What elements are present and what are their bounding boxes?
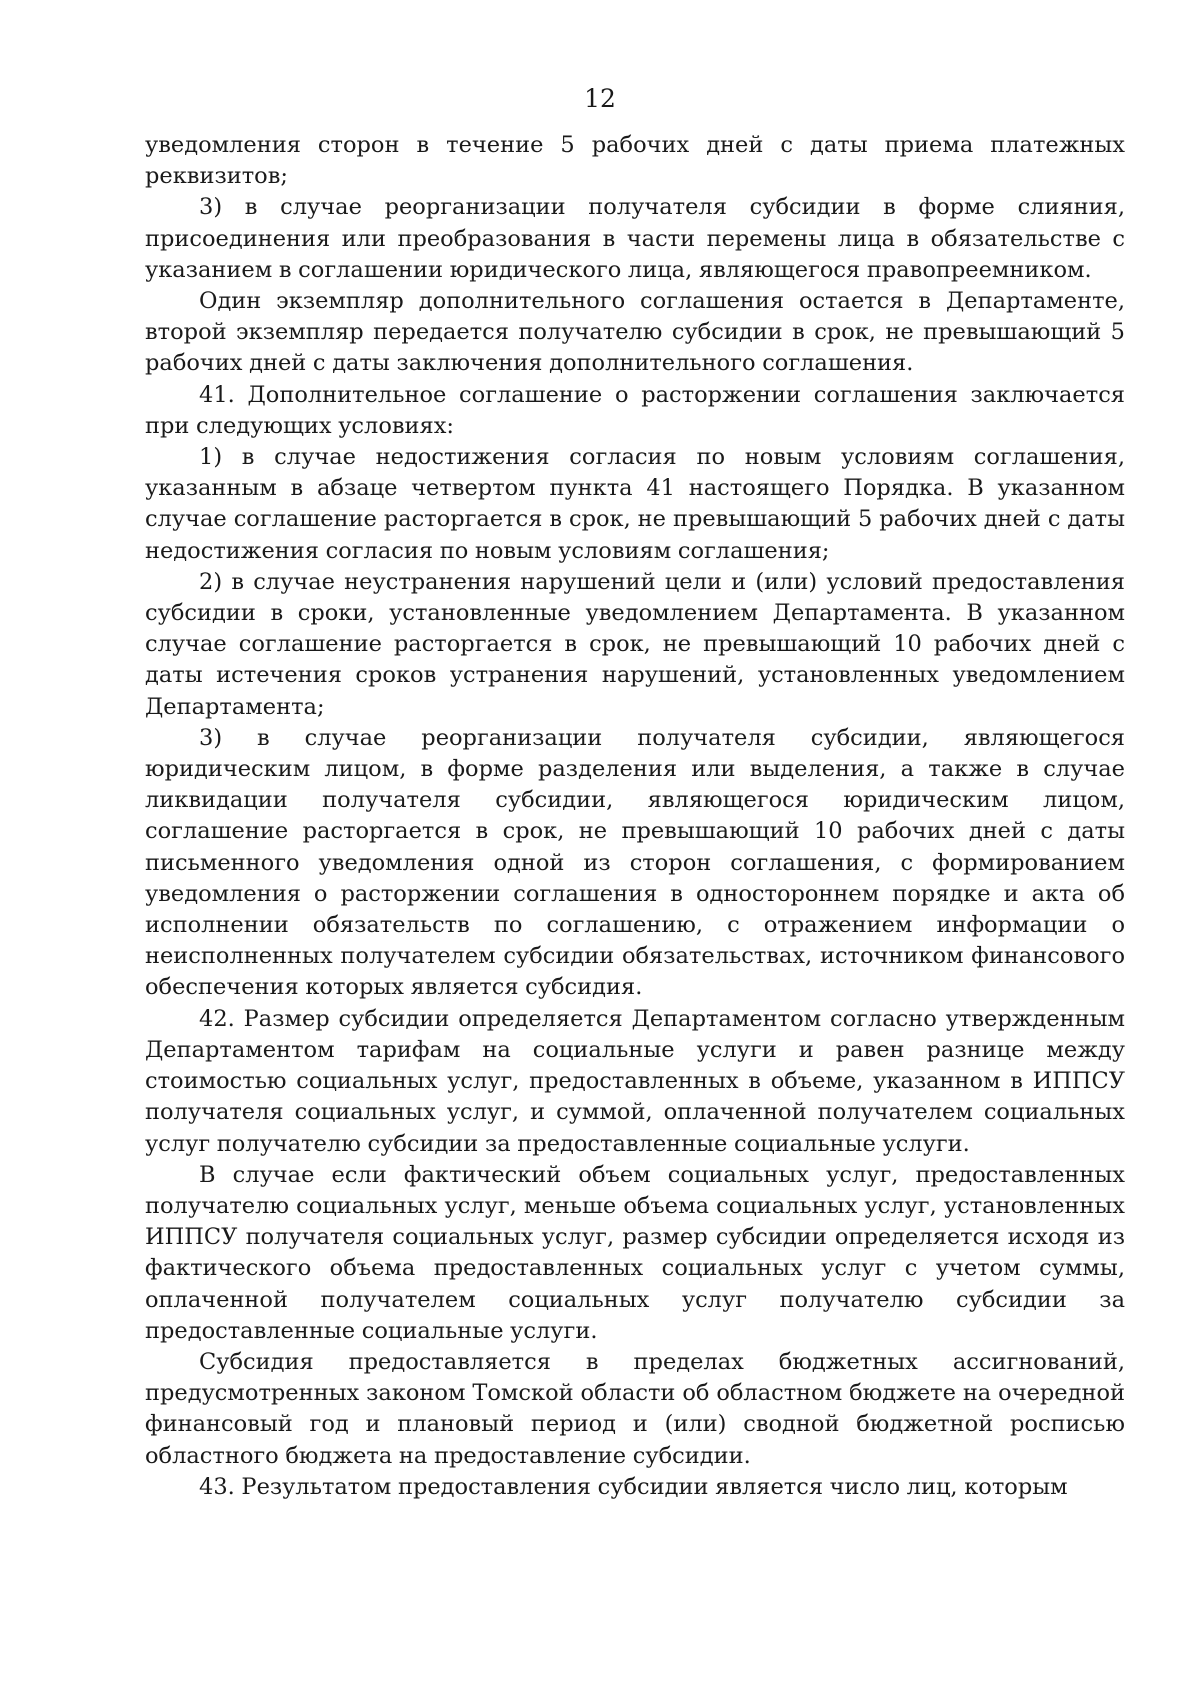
paragraph: Субсидия предоставляется в пределах бюджетных ассигнований, предусмотренных законом Томской области об областном бюджете на очередной финансовый год и плановый период и (или) сводной бюджетной росписью областного бюджета на предоставление субсидии.: [145, 1348, 1125, 1469]
paragraph: 1) в случае недостижения согласия по новым условиям соглашения, указанным в абзаце четвертом пункта 41 настоящего Порядка. В указанном случае соглашение расторгается в срок, не превышающий 5 рабочих дней с даты недостижения согласия по новым условиям соглашения;: [145, 444, 1125, 564]
paragraph: 43. Результатом предоставления субсидии является число лиц, которым: [199, 1473, 1068, 1500]
paragraph: 3) в случае реорганизации получателя субсидии, являющегося юридическим лицом, в форме разделения или выделения, а также в случае ликвидации получателя субсидии, являющегося юридическим лицом, соглашение расторгается в срок, не превышающий 10 рабочих дней с даты письменного уведомления одной из сторон соглашения, с формированием уведомления о расторжении соглашения в одностороннем порядке и акта об исполнении обязательств по соглашению, с отражением информации о неисполненных получателем субсидии обязательствах, источником финансового обеспечения которых является субсидия.: [145, 724, 1125, 1001]
paragraph: 3) в случае реорганизации получателя субсидии в форме слияния, присоединения или преобразования в части перемены лица в обязательстве с указанием в соглашении юридического лица, являющегося правопреемником.: [145, 194, 1125, 283]
paragraph: 42. Размер субсидии определяется Департаментом согласно утвержденным Департаментом тарифам на социальные услуги и равен разнице между стоимостью социальных услуг, предоставленных в объеме, указанном в ИППСУ получателя социальных услуг, и суммой, оплаченной получателем социальных услуг получателю субсидии за предоставленные социальные услуги.: [145, 1005, 1125, 1157]
paragraph: Один экземпляр дополнительного соглашения остается в Департаменте, второй экземпляр передается получателю субсидии в срок, не превышающий 5 рабочих дней с даты заключения дополнительного соглашения.: [145, 288, 1125, 377]
document-body: [145, 130, 1125, 1503]
paragraph: В случае если фактический объем социальных услуг, предоставленных получателю социальных услуг, меньше объема социальных услуг, установленных ИППСУ получателя социальных услуг, размер субсидии определяется исходя из фактического объема предоставленных социальных услуг с учетом суммы, оплаченной получателем социальных услуг получателю субсидии за предоставленные социальные услуги.: [145, 1161, 1125, 1344]
paragraph: 2) в случае неустранения нарушений цели и (или) условий предоставления субсидии в сроки, установленные уведомлением Департамента. В указанном случае соглашение расторгается в срок, не превышающий 10 рабочих дней с даты истечения сроков устранения нарушений, установленных уведомлением Департамента;: [145, 568, 1125, 720]
paragraph: уведомления сторон в течение 5 рабочих дней с даты приема платежных реквизитов;: [145, 132, 1125, 190]
paragraph: 41. Дополнительное соглашение о расторжении соглашения заключается при следующих условиях:: [145, 381, 1125, 439]
page-number: 12: [584, 84, 616, 113]
